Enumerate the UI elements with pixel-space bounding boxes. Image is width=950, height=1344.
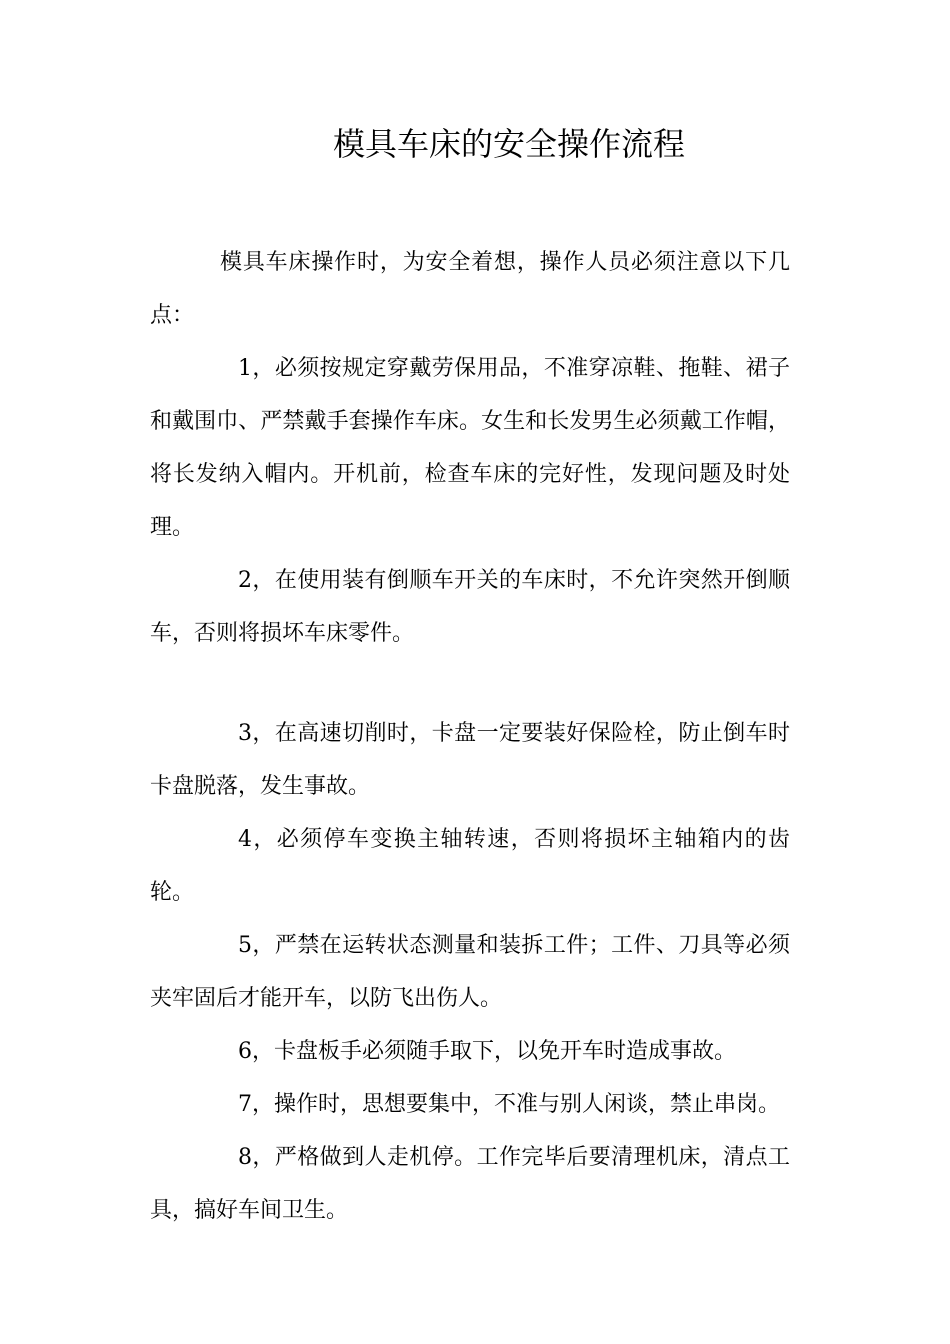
rule-item-5: 5，严禁在运转状态测量和装拆工件；工件、刀具等必须夹牢固后才能开车，以防飞出伤人。: [150, 933, 790, 1011]
blank-line: [150, 660, 790, 707]
rule-item-4: 4，必须停车变换主轴转速，否则将损坏主轴箱内的齿轮。: [150, 827, 790, 905]
rule-item-8: 8，严格做到人走机停。工作完毕后要清理机床，清点工具，搞好车间卫生。: [150, 1145, 790, 1223]
rule-item-1: 1，必须按规定穿戴劳保用品，不准穿凉鞋、拖鞋、裙子和戴围巾、严禁戴手套操作车床。女生和长发男生必须戴工作帽，将长发纳入帽内。开机前，检查车床的完好性，发现问题及时处理。: [150, 356, 790, 540]
intro-paragraph: 模具车床操作时，为安全着想，操作人员必须注意以下几点：: [150, 250, 790, 328]
rule-item-7: 7，操作时，思想要集中，不准与别人闲谈，禁止串岗。: [238, 1092, 780, 1117]
rule-item-2: 2，在使用装有倒顺车开关的车床时，不允许突然开倒顺车，否则将损坏车床零件。: [150, 568, 790, 646]
rule-item-3: 3，在高速切削时，卡盘一定要装好保险栓，防止倒车时卡盘脱落，发生事故。: [150, 721, 790, 799]
document-title: 模具车床的安全操作流程: [332, 125, 685, 163]
document-body: [150, 236, 790, 1237]
rule-item-6: 6，卡盘板手必须随手取下，以免开车时造成事故。: [238, 1039, 736, 1064]
